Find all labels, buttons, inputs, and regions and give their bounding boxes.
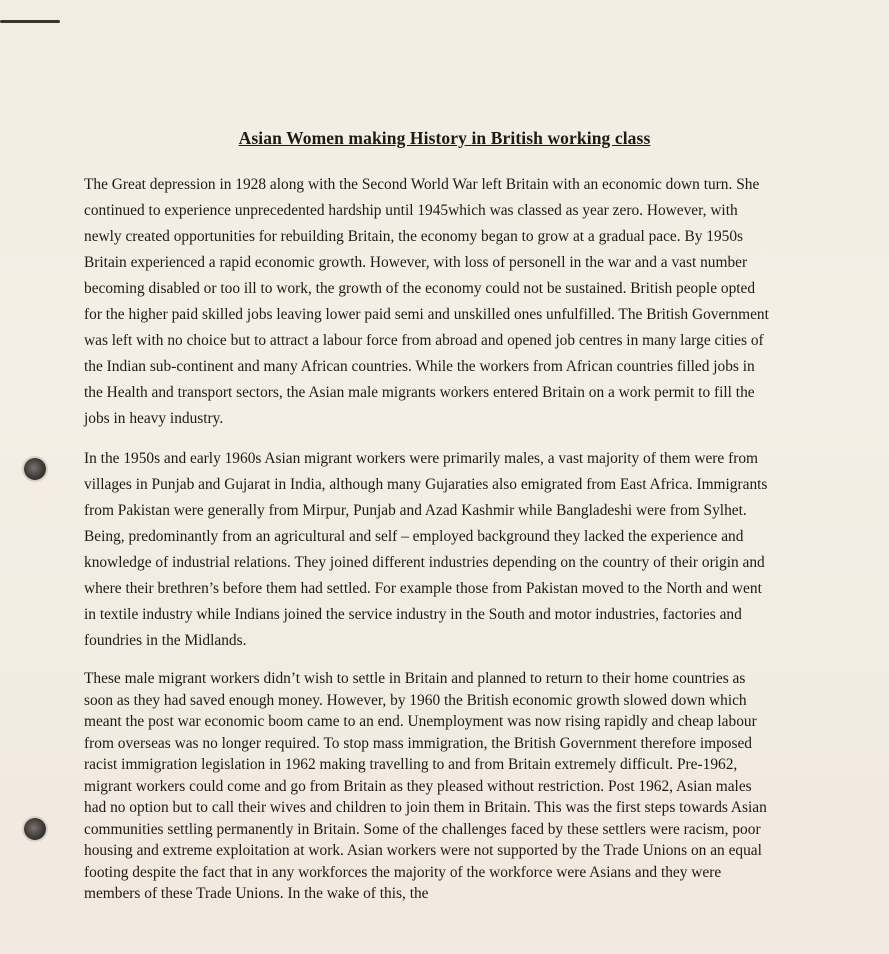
paragraph: In the 1950s and early 1960s Asian migrant workers were primarily males, a vast majority of them were from villages in Punjab and Gujarat in India, although many Gujaraties also emigrated from East Africa. Immigrants from Pakistan were generally from Mirpur, Punjab and Azad Kashmir while Bangladeshi were from Sylhet. Being, predominantly from an agricultural and self – employed background they lacked the experience and knowledge of industrial relations. They joined different industries depending on the country of their origin and where their brethren’s before them had settled. For example those from Pakistan moved to the North and went in textile industry while Indians joined the service industry in the South and motor industries, factories and foundries in the Midlands. [84,450,768,649]
document-body [84,172,774,919]
punch-hole [24,458,46,480]
paragraph: The Great depression in 1928 along with the Second World War left Britain with an economic down turn. She continued to experience unprecedented hardship until 1945which was classed as year zero. However, with newly created opportunities for rebuilding Britain, the economy began to grow at a gradual pace. By 1950s Britain experienced a rapid economic growth. However, with loss of personell in the war and a vast number becoming disabled or too ill to work, the growth of the economy could not be sustained. British people opted for the higher paid skilled jobs leaving lower paid semi and unskilled ones unfulfilled. The British Government was left with no choice but to attract a labour force from abroad and opened job centres in many large cities of the Indian sub-continent and many African countries. While the workers from African countries filled jobs in the Health and transport sectors, the Asian male migrants workers entered Britain on a work permit to fill the jobs in heavy industry. [84,176,769,427]
paragraph: These male migrant workers didn’t wish to settle in Britain and planned to return to their home countries as soon as they had saved enough money. However, by 1960 the British economic growth slowed down which meant the post war economic boom came to an end. Unemployment was now rising rapidly and cheap labour from overseas was no longer required. To stop mass immigration, the British Government therefore imposed racist immigration legislation in 1962 making travelling to and from Britain extremely difficult. Pre-1962, migrant workers could come and go from Britain as they pleased without restriction. Post 1962, Asian males had no option but to call their wives and children to join them in Britain. This was the first steps towards Asian communities settling permanently in Britain. Some of the challenges faced by these settlers were racism, poor housing and extreme exploitation at work. Asian workers were not supported by the Trade Unions on an equal footing despite the fact that in any workforces the majority of the workforce were Asians and they were members of these Trade Unions. In the wake of this, the [84,670,767,902]
corner-mark [0,20,60,23]
punch-hole [24,818,46,840]
document-title: Asian Women making History in British working class [238,128,651,148]
